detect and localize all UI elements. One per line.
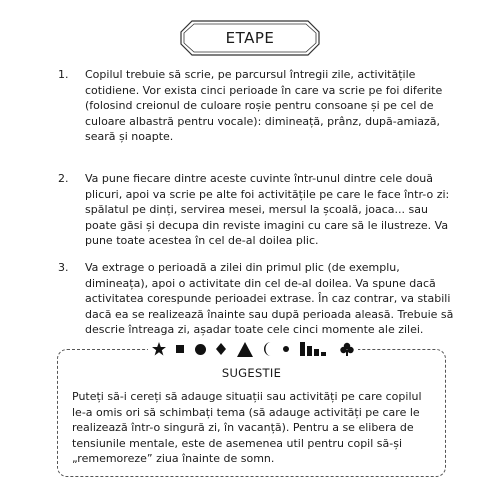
- diamond-icon: [216, 343, 226, 355]
- star-icon: [152, 342, 166, 356]
- decorative-symbols: [148, 339, 358, 359]
- step-number: 1.: [58, 68, 69, 81]
- step-number: 2.: [58, 172, 69, 185]
- small-square-icon: [176, 345, 184, 353]
- page-title: ETAPE: [225, 29, 275, 47]
- suggestion-text: Puteți să-i cereți să adauge situații sau activități pe care copilul le-a omis ori să schimbați tema (să adauge activități pe care le realizează într-o singură zi, în vacanță). Pentru a se elibera de tensiunile mentale, este de asemenea util pentru copil să-și „rememoreze” ziua înainte de somn.: [72, 390, 422, 465]
- step-text: Copilul trebuie să scrie, pe parcursul întregii zile, activitățile cotidiene. Vor exista cinci perioade în care va scrie pe foi diferite (folosind creionul de culoare roșie pentru consoane și pe cel de culoare albastră pentru vocale): dimineață, prânz, după-amiază, seară și noapte.: [85, 68, 443, 143]
- crescent-icon: [263, 342, 273, 356]
- dot-icon: [283, 346, 289, 352]
- steps-list: [58, 67, 458, 364]
- step-number: 3.: [58, 261, 69, 274]
- circle-icon: [195, 344, 206, 355]
- triangle-icon: [237, 342, 253, 357]
- list-item: [58, 171, 458, 251]
- step-text: Va pune fiecare dintre aceste cuvinte într-unul dintre cele două plicuri, apoi va scrie pe alte foi activitățile pe care le face într-o zi: spălatul pe dinți, servirea mesei, mersul la școală, joaca... sau poate găsi și decupa din reviste imagini cu care să le ilustreze. Va pune toate acestea în cel de-al doilea plic.: [85, 172, 450, 247]
- bars-icon: [300, 342, 330, 356]
- club-icon: [340, 342, 354, 356]
- step-text: Va extrage o perioadă a zilei din primul plic (de exemplu, dimineața), apoi o activitate din cel de-al doilea. Va spune dacă activitatea corespunde perioadei extrase. În caz contrar, va stabili dacă ea se realizează înainte sau după perioada aleasă. Trebuie să descrie întreaga zi, așadar toate cele cinci momente ale zilei.: [85, 261, 454, 336]
- list-item: [58, 67, 458, 162]
- title-box: [180, 20, 320, 56]
- suggestion-title: SUGESTIE: [221, 366, 282, 380]
